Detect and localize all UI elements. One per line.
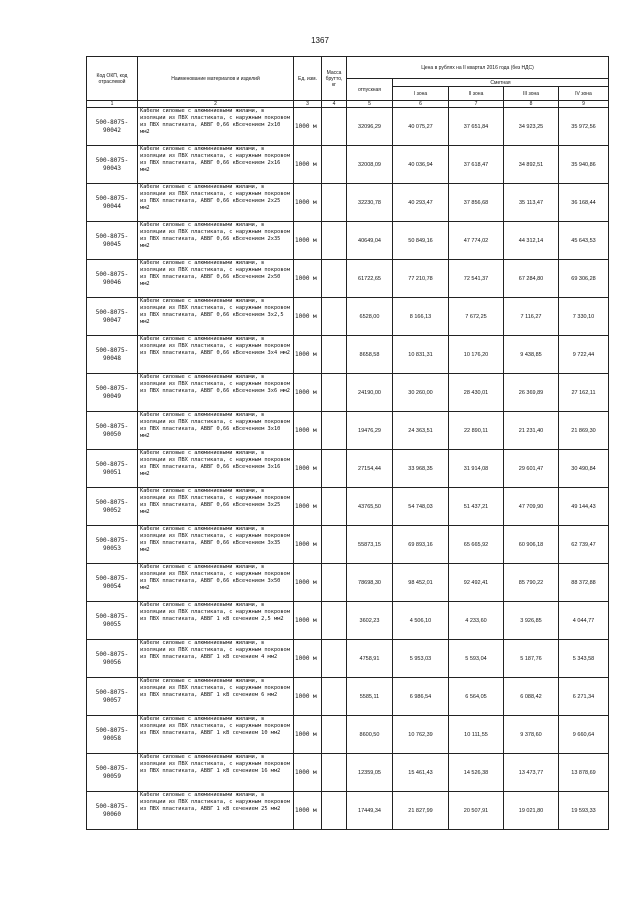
okp-code-cell: 500-8075-90049 — [87, 374, 138, 412]
mass-cell — [322, 184, 347, 222]
release-price-cell: 17449,34 — [347, 792, 393, 830]
zone-1-price-cell: 10 831,31 — [393, 336, 449, 374]
release-price-cell: 5585,11 — [347, 678, 393, 716]
item-name-cell: Кабели силовые с алюминиевыми жилами, в изоляции из ПВХ пластиката, с наружным покровом из ПВХ пластиката, АВВГ 0,66 кВсечением 3х50 мм2 — [138, 564, 294, 602]
mass-cell — [322, 374, 347, 412]
column-number: 2 — [138, 101, 294, 108]
okp-code-cell: 500-8075-90053 — [87, 526, 138, 564]
item-name-cell: Кабели силовые с алюминиевыми жилами, в изоляции из ПВХ пластиката, с наружным покровом из ПВХ пластиката, АВВГ 1 кВ сечением 16 мм2 — [138, 754, 294, 792]
mass-cell — [322, 792, 347, 830]
zone-1-price-cell: 15 461,43 — [393, 754, 449, 792]
okp-code-cell: 500-8075-90042 — [87, 108, 138, 146]
zone-1-price-cell: 50 849,16 — [393, 222, 449, 260]
item-name-cell: Кабели силовые с алюминиевыми жилами, в изоляции из ПВХ пластиката, с наружным покровом из ПВХ пластиката, АВВГ 1 кВ сечением 4 мм2 — [138, 640, 294, 678]
item-name-cell: Кабели силовые с алюминиевыми жилами, в изоляции из ПВХ пластиката, с наружным покровом из ПВХ пластиката, АВВГ 0,66 кВсечением 3х16 мм2 — [138, 450, 294, 488]
zone-2-price-cell: 37 618,47 — [449, 146, 504, 184]
zone-3-price-cell: 21 231,40 — [504, 412, 559, 450]
okp-code-cell: 500-8075-90059 — [87, 754, 138, 792]
unit-cell: 1000 м — [294, 260, 322, 298]
release-price-cell: 40649,04 — [347, 222, 393, 260]
zone-3-price-cell: 5 187,76 — [504, 640, 559, 678]
zone-3-price-cell: 13 473,77 — [504, 754, 559, 792]
zone-2-price-cell: 7 672,25 — [449, 298, 504, 336]
table-body — [87, 108, 609, 830]
zone-4-price-cell: 45 643,53 — [559, 222, 609, 260]
header-mass: Масса брутто, кг — [322, 57, 347, 101]
zone-1-price-cell: 30 260,00 — [393, 374, 449, 412]
zone-1-price-cell: 69 893,16 — [393, 526, 449, 564]
zone-4-price-cell: 88 372,88 — [559, 564, 609, 602]
table-row — [87, 222, 609, 260]
item-name-cell: Кабели силовые с алюминиевыми жилами, в изоляции из ПВХ пластиката, с наружным покровом из ПВХ пластиката, АВВГ 0,66 кВсечением 3х35 мм2 — [138, 526, 294, 564]
zone-3-price-cell: 3 926,85 — [504, 602, 559, 640]
zone-1-price-cell: 24 363,51 — [393, 412, 449, 450]
header-name: Наименование материалов и изделий — [138, 57, 294, 101]
unit-cell: 1000 м — [294, 678, 322, 716]
release-price-cell: 12359,05 — [347, 754, 393, 792]
okp-code-cell: 500-8075-90055 — [87, 602, 138, 640]
header-release-price: отпускная — [347, 79, 393, 101]
table-row — [87, 260, 609, 298]
table-header — [87, 57, 609, 108]
release-price-cell: 43765,50 — [347, 488, 393, 526]
table-row — [87, 564, 609, 602]
column-number: 6 — [393, 101, 449, 108]
zone-2-price-cell: 22 890,11 — [449, 412, 504, 450]
zone-3-price-cell: 85 790,22 — [504, 564, 559, 602]
zone-2-price-cell: 92 492,41 — [449, 564, 504, 602]
zone-4-price-cell: 35 972,56 — [559, 108, 609, 146]
item-name-cell: Кабели силовые с алюминиевыми жилами, в изоляции из ПВХ пластиката, с наружным покровом из ПВХ пластиката, АВВГ 0,66 кВсечением 3х4 мм2 — [138, 336, 294, 374]
table-row — [87, 412, 609, 450]
okp-code-cell: 500-8075-90043 — [87, 146, 138, 184]
table-row — [87, 374, 609, 412]
unit-cell: 1000 м — [294, 792, 322, 830]
zone-2-price-cell: 28 430,01 — [449, 374, 504, 412]
item-name-cell: Кабели силовые с алюминиевыми жилами, в изоляции из ПВХ пластиката, с наружным покровом из ПВХ пластиката, АВВГ 0,66 кВсечением 2х25 мм2 — [138, 184, 294, 222]
zone-4-price-cell: 30 490,84 — [559, 450, 609, 488]
column-number: 7 — [449, 101, 504, 108]
zone-2-price-cell: 31 914,08 — [449, 450, 504, 488]
release-price-cell: 19476,29 — [347, 412, 393, 450]
zone-4-price-cell: 21 869,30 — [559, 412, 609, 450]
table-row — [87, 146, 609, 184]
zone-1-price-cell: 4 506,10 — [393, 602, 449, 640]
zone-1-price-cell: 8 166,13 — [393, 298, 449, 336]
unit-cell: 1000 м — [294, 184, 322, 222]
zone-1-price-cell: 40 036,94 — [393, 146, 449, 184]
header-code: Код ОКП, код отраслевой — [87, 57, 138, 101]
header-price-group: Цена в рублях на II квартал 2016 года (без НДС) — [347, 57, 609, 79]
okp-code-cell: 500-8075-90044 — [87, 184, 138, 222]
column-number: 1 — [87, 101, 138, 108]
zone-2-price-cell: 5 593,04 — [449, 640, 504, 678]
zone-3-price-cell: 34 892,51 — [504, 146, 559, 184]
mass-cell — [322, 564, 347, 602]
zone-3-price-cell: 47 709,90 — [504, 488, 559, 526]
zone-4-price-cell: 27 162,11 — [559, 374, 609, 412]
zone-1-price-cell: 33 968,35 — [393, 450, 449, 488]
okp-code-cell: 500-8075-90050 — [87, 412, 138, 450]
zone-4-price-cell: 9 722,44 — [559, 336, 609, 374]
okp-code-cell: 500-8075-90048 — [87, 336, 138, 374]
okp-code-cell: 500-8075-90058 — [87, 716, 138, 754]
zone-1-price-cell: 10 762,39 — [393, 716, 449, 754]
release-price-cell: 8658,58 — [347, 336, 393, 374]
mass-cell — [322, 640, 347, 678]
header-estimate: Сметная — [393, 79, 609, 87]
zone-3-price-cell: 7 116,27 — [504, 298, 559, 336]
mass-cell — [322, 146, 347, 184]
table-row — [87, 792, 609, 830]
table-row — [87, 488, 609, 526]
zone-2-price-cell: 37 856,68 — [449, 184, 504, 222]
zone-1-price-cell: 54 748,03 — [393, 488, 449, 526]
release-price-cell: 55873,15 — [347, 526, 393, 564]
release-price-cell: 32230,78 — [347, 184, 393, 222]
unit-cell: 1000 м — [294, 526, 322, 564]
zone-3-price-cell: 9 438,85 — [504, 336, 559, 374]
header-zone-3: III зона — [504, 87, 559, 101]
item-name-cell: Кабели силовые с алюминиевыми жилами, в изоляции из ПВХ пластиката, с наружным покровом из ПВХ пластиката, АВВГ 0,66 кВсечением 2х16 мм2 — [138, 146, 294, 184]
item-name-cell: Кабели силовые с алюминиевыми жилами, в изоляции из ПВХ пластиката, с наружным покровом из ПВХ пластиката, АВВГ 0,66 кВсечением 3х2,5 мм2 — [138, 298, 294, 336]
okp-code-cell: 500-8075-90047 — [87, 298, 138, 336]
table-row — [87, 640, 609, 678]
zone-4-price-cell: 9 660,64 — [559, 716, 609, 754]
okp-code-cell: 500-8075-90060 — [87, 792, 138, 830]
release-price-cell: 24190,00 — [347, 374, 393, 412]
mass-cell — [322, 602, 347, 640]
okp-code-cell: 500-8075-90057 — [87, 678, 138, 716]
mass-cell — [322, 336, 347, 374]
table-row — [87, 716, 609, 754]
page-number: 1367 — [311, 36, 329, 45]
okp-code-cell: 500-8075-90045 — [87, 222, 138, 260]
zone-1-price-cell: 21 827,99 — [393, 792, 449, 830]
mass-cell — [322, 450, 347, 488]
column-number: 3 — [294, 101, 322, 108]
release-price-cell: 27154,44 — [347, 450, 393, 488]
header-zone-4: IV зона — [559, 87, 609, 101]
item-name-cell: Кабели силовые с алюминиевыми жилами, в изоляции из ПВХ пластиката, с наружным покровом из ПВХ пластиката, АВВГ 0,66 кВсечением 3х10 мм2 — [138, 412, 294, 450]
table-row — [87, 754, 609, 792]
mass-cell — [322, 222, 347, 260]
zone-3-price-cell: 44 312,14 — [504, 222, 559, 260]
release-price-cell: 32096,29 — [347, 108, 393, 146]
table-row — [87, 602, 609, 640]
mass-cell — [322, 488, 347, 526]
okp-code-cell: 500-8075-90052 — [87, 488, 138, 526]
unit-cell: 1000 м — [294, 602, 322, 640]
table-row — [87, 678, 609, 716]
okp-code-cell: 500-8075-90054 — [87, 564, 138, 602]
zone-4-price-cell: 69 306,28 — [559, 260, 609, 298]
zone-4-price-cell: 5 343,58 — [559, 640, 609, 678]
okp-code-cell: 500-8075-90051 — [87, 450, 138, 488]
zone-3-price-cell: 19 021,80 — [504, 792, 559, 830]
column-number: 8 — [504, 101, 559, 108]
zone-4-price-cell: 6 271,34 — [559, 678, 609, 716]
unit-cell: 1000 м — [294, 754, 322, 792]
release-price-cell: 8600,50 — [347, 716, 393, 754]
zone-3-price-cell: 26 369,89 — [504, 374, 559, 412]
zone-2-price-cell: 10 176,20 — [449, 336, 504, 374]
unit-cell: 1000 м — [294, 488, 322, 526]
item-name-cell: Кабели силовые с алюминиевыми жилами, в изоляции из ПВХ пластиката, с наружным покровом из ПВХ пластиката, АВВГ 0,66 кВсечением 2х35 мм2 — [138, 222, 294, 260]
column-number: 4 — [322, 101, 347, 108]
zone-4-price-cell: 7 330,10 — [559, 298, 609, 336]
mass-cell — [322, 526, 347, 564]
zone-4-price-cell: 49 144,43 — [559, 488, 609, 526]
item-name-cell: Кабели силовые с алюминиевыми жилами, в изоляции из ПВХ пластиката, с наружным покровом из ПВХ пластиката, АВВГ 1 кВ сечением 2,5 мм2 — [138, 602, 294, 640]
table-row — [87, 336, 609, 374]
zone-1-price-cell: 77 210,78 — [393, 260, 449, 298]
zone-1-price-cell: 98 452,01 — [393, 564, 449, 602]
table-row — [87, 108, 609, 146]
zone-3-price-cell: 60 906,18 — [504, 526, 559, 564]
mass-cell — [322, 412, 347, 450]
zone-3-price-cell: 29 601,47 — [504, 450, 559, 488]
zone-3-price-cell: 9 378,60 — [504, 716, 559, 754]
zone-2-price-cell: 37 651,84 — [449, 108, 504, 146]
item-name-cell: Кабели силовые с алюминиевыми жилами, в изоляции из ПВХ пластиката, с наружным покровом из ПВХ пластиката, АВВГ 1 кВ сечением 6 мм2 — [138, 678, 294, 716]
unit-cell: 1000 м — [294, 716, 322, 754]
unit-cell: 1000 м — [294, 336, 322, 374]
zone-2-price-cell: 4 233,60 — [449, 602, 504, 640]
unit-cell: 1000 м — [294, 450, 322, 488]
zone-3-price-cell: 34 923,25 — [504, 108, 559, 146]
column-number-row — [87, 101, 609, 108]
mass-cell — [322, 678, 347, 716]
zone-1-price-cell: 40 293,47 — [393, 184, 449, 222]
column-number: 9 — [559, 101, 609, 108]
zone-2-price-cell: 10 111,55 — [449, 716, 504, 754]
item-name-cell: Кабели силовые с алюминиевыми жилами, в изоляции из ПВХ пластиката, с наружным покровом из ПВХ пластиката, АВВГ 0,66 кВсечением 2х10 мм2 — [138, 108, 294, 146]
unit-cell: 1000 м — [294, 640, 322, 678]
mass-cell — [322, 298, 347, 336]
release-price-cell: 61722,65 — [347, 260, 393, 298]
header-unit: Ед. изм. — [294, 57, 322, 101]
zone-2-price-cell: 14 526,38 — [449, 754, 504, 792]
item-name-cell: Кабели силовые с алюминиевыми жилами, в изоляции из ПВХ пластиката, с наружным покровом из ПВХ пластиката, АВВГ 1 кВ сечением 25 мм2 — [138, 792, 294, 830]
item-name-cell: Кабели силовые с алюминиевыми жилами, в изоляции из ПВХ пластиката, с наружным покровом из ПВХ пластиката, АВВГ 0,66 кВсечением 3х6 мм2 — [138, 374, 294, 412]
unit-cell: 1000 м — [294, 298, 322, 336]
mass-cell — [322, 716, 347, 754]
zone-2-price-cell: 51 437,21 — [449, 488, 504, 526]
zone-2-price-cell: 6 564,05 — [449, 678, 504, 716]
table-row — [87, 298, 609, 336]
zone-2-price-cell: 20 507,91 — [449, 792, 504, 830]
zone-3-price-cell: 35 113,47 — [504, 184, 559, 222]
item-name-cell: Кабели силовые с алюминиевыми жилами, в изоляции из ПВХ пластиката, с наружным покровом из ПВХ пластиката, АВВГ 0,66 кВсечением 2х50 мм2 — [138, 260, 294, 298]
zone-3-price-cell: 6 088,42 — [504, 678, 559, 716]
zone-4-price-cell: 35 940,86 — [559, 146, 609, 184]
unit-cell: 1000 м — [294, 222, 322, 260]
item-name-cell: Кабели силовые с алюминиевыми жилами, в изоляции из ПВХ пластиката, с наружным покровом из ПВХ пластиката, АВВГ 1 кВ сечением 10 мм2 — [138, 716, 294, 754]
release-price-cell: 4758,91 — [347, 640, 393, 678]
zone-4-price-cell: 19 593,33 — [559, 792, 609, 830]
header-zone-1: I зона — [393, 87, 449, 101]
unit-cell: 1000 м — [294, 374, 322, 412]
zone-4-price-cell: 36 168,44 — [559, 184, 609, 222]
table-row — [87, 526, 609, 564]
zone-2-price-cell: 65 665,92 — [449, 526, 504, 564]
zone-4-price-cell: 13 878,69 — [559, 754, 609, 792]
table-row — [87, 184, 609, 222]
okp-code-cell: 500-8075-90046 — [87, 260, 138, 298]
column-number: 5 — [347, 101, 393, 108]
zone-4-price-cell: 62 739,47 — [559, 526, 609, 564]
zone-1-price-cell: 5 953,03 — [393, 640, 449, 678]
zone-1-price-cell: 40 075,27 — [393, 108, 449, 146]
zone-3-price-cell: 67 284,80 — [504, 260, 559, 298]
release-price-cell: 6528,00 — [347, 298, 393, 336]
unit-cell: 1000 м — [294, 412, 322, 450]
item-name-cell: Кабели силовые с алюминиевыми жилами, в изоляции из ПВХ пластиката, с наружным покровом из ПВХ пластиката, АВВГ 0,66 кВсечением 3х25 мм2 — [138, 488, 294, 526]
release-price-cell: 32008,09 — [347, 146, 393, 184]
zone-1-price-cell: 6 986,54 — [393, 678, 449, 716]
unit-cell: 1000 м — [294, 146, 322, 184]
mass-cell — [322, 260, 347, 298]
zone-2-price-cell: 72 541,37 — [449, 260, 504, 298]
header-zone-2: II зона — [449, 87, 504, 101]
zone-2-price-cell: 47 774,02 — [449, 222, 504, 260]
release-price-cell: 78698,30 — [347, 564, 393, 602]
release-price-cell: 3602,23 — [347, 602, 393, 640]
okp-code-cell: 500-8075-90056 — [87, 640, 138, 678]
zone-4-price-cell: 4 044,77 — [559, 602, 609, 640]
mass-cell — [322, 754, 347, 792]
mass-cell — [322, 108, 347, 146]
unit-cell: 1000 м — [294, 564, 322, 602]
table-row — [87, 450, 609, 488]
unit-cell: 1000 м — [294, 108, 322, 146]
price-table — [86, 56, 609, 830]
